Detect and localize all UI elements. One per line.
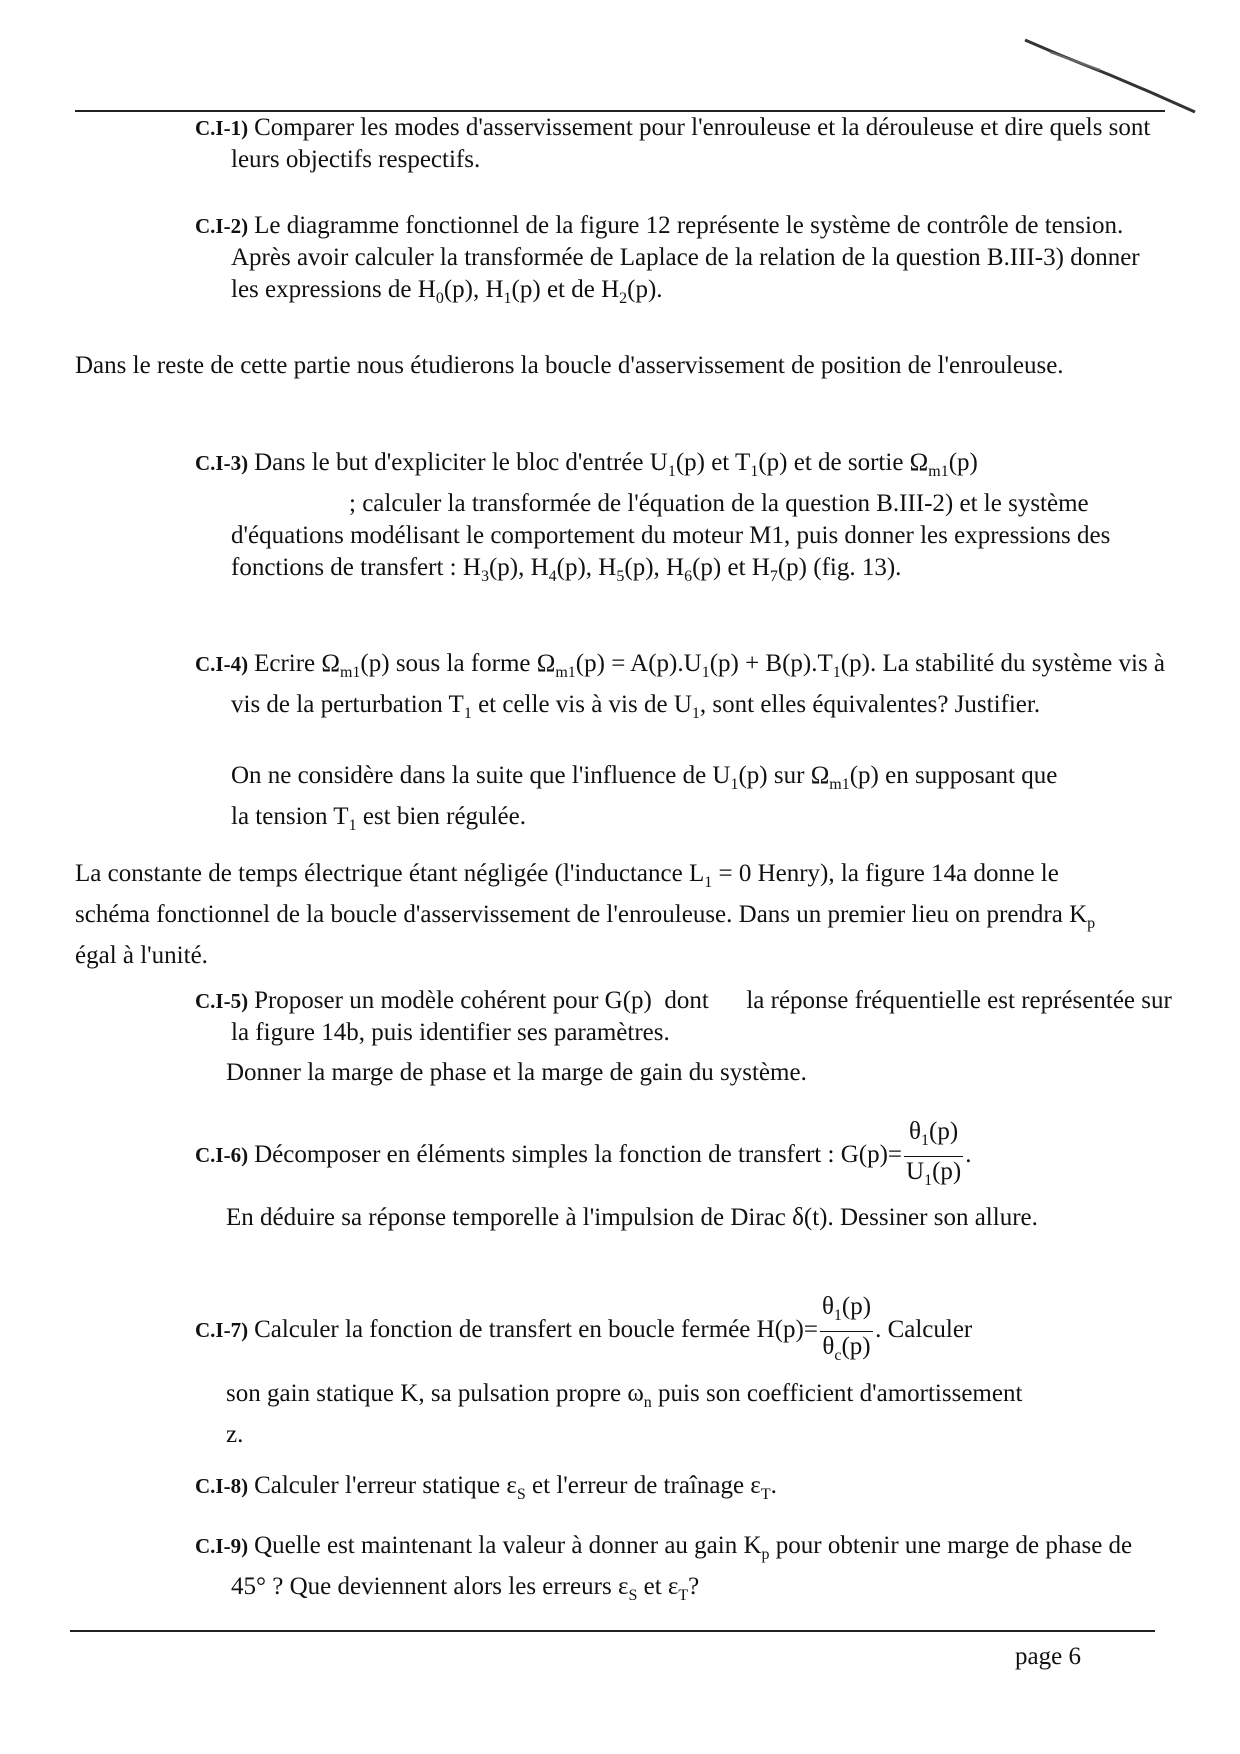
- subscript: 1: [921, 1132, 930, 1149]
- text-span: (p) sur Ω: [738, 762, 830, 789]
- subscript: m1: [829, 776, 850, 793]
- text-span: (p), H: [556, 554, 617, 581]
- text-span: θ: [821, 1293, 834, 1320]
- text-span: (p) en supposant que la tension T: [231, 762, 1058, 830]
- text-span: et celle vis à vis de U: [471, 691, 692, 718]
- subscript: m1: [339, 664, 361, 681]
- page-number: page 6: [1015, 1643, 1081, 1670]
- text-span: (p).: [627, 276, 663, 303]
- intro-paragraph-1: Dans le reste de cette partie nous étudierons la boucle d'asservissement de position de l'enrouleuse.: [75, 352, 1064, 379]
- question-ci7-note: [226, 1378, 1026, 1451]
- question-text: Le diagramme fonctionnel de la figure 12 représente le système de contrôle de tension. Après avoir calculer la transformée de Laplace de la relation de la question B.III-3) donner les expressions de H: [231, 212, 1140, 303]
- subscript: p: [761, 1546, 770, 1563]
- question-ci5: [195, 985, 1181, 1049]
- text-span: (p). La stabilité du système vis à vis de la perturbation T: [231, 650, 1166, 718]
- fraction-numerator: [904, 1117, 963, 1157]
- question-ci9: [195, 1530, 1151, 1612]
- text-span: égal à l'unité.: [75, 942, 208, 969]
- text-span: (p) = A(p).U: [575, 650, 702, 677]
- text-span: La constante de temps électrique étant négligée (l'inductance L: [75, 860, 705, 887]
- text-span: Calculer la fonction de transfert en boucle fermée: [254, 1316, 757, 1344]
- subscript: T: [760, 1486, 771, 1503]
- question-text: Comparer les modes d'asservissement pour l'enrouleuse et la dérouleuse et dire quels sont leurs objectifs respectifs.: [231, 114, 1151, 173]
- text-span: est bien régulée.: [356, 803, 526, 830]
- question-label: C.I-9): [195, 1534, 249, 1558]
- subscript: 1: [503, 290, 512, 307]
- text-span: On ne considère dans la suite que l'influence de U: [231, 762, 731, 789]
- subscript: 1: [667, 463, 676, 480]
- question-label: C.I-8): [195, 1474, 249, 1498]
- text-span: . Calculer: [875, 1316, 973, 1344]
- question-label: C.I-5): [195, 989, 249, 1013]
- text-span: (p): [841, 1333, 871, 1360]
- corner-stroke-mark: [1020, 30, 1200, 120]
- text-span: θ: [822, 1333, 835, 1360]
- text-span: pour obtenir une marge de phase de 45° ? Que deviennent alors les erreurs ε: [231, 1532, 1133, 1600]
- text-span: (p), H: [624, 554, 685, 581]
- subscript: S: [516, 1486, 526, 1503]
- subscript: m1: [555, 664, 576, 681]
- subscript: 1: [691, 705, 700, 722]
- subscript: n: [643, 1394, 652, 1411]
- text-span: Dans le but d'expliciter le bloc d'entrée U: [254, 449, 668, 476]
- subscript: c: [834, 1347, 842, 1364]
- subscript: 7: [769, 568, 778, 585]
- fraction-denominator: [904, 1157, 963, 1196]
- fraction-numerator: [820, 1292, 873, 1332]
- subscript: 1: [832, 664, 841, 681]
- subscript: 2: [619, 290, 628, 307]
- text-span: θ: [909, 1118, 922, 1145]
- question-text: Proposer un modèle cohérent pour G(p) dont la réponse fréquentielle est représentée sur la figure 14b, puis identifier ses paramètres.: [231, 987, 1179, 1046]
- subscript: S: [628, 1587, 638, 1604]
- text-span: (p) et T: [675, 449, 751, 476]
- text-span: Calculer l'erreur statique ε: [254, 1472, 517, 1499]
- text-span: (p): [948, 449, 978, 476]
- text-span: (p): [932, 1158, 962, 1185]
- text-span: .: [770, 1472, 777, 1499]
- bottom-rule: [70, 1630, 1155, 1632]
- question-ci6: [195, 1117, 1175, 1196]
- subscript: 1: [463, 705, 472, 722]
- text-span: puis son coefficient d'amortissement z.: [226, 1380, 1023, 1448]
- question-label: C.I-3): [195, 451, 249, 475]
- question-ci4-note: [231, 760, 1081, 842]
- question-label: C.I-6): [195, 1143, 249, 1168]
- text-span: .: [965, 1141, 972, 1169]
- subscript: 1: [701, 664, 710, 681]
- text-span: H(p)=: [756, 1316, 818, 1344]
- text-span: U: [906, 1158, 925, 1185]
- subscript: 3: [480, 568, 489, 585]
- question-label: C.I-1): [195, 116, 249, 140]
- question-ci2: [195, 210, 1166, 315]
- question-ci1: [195, 112, 1191, 176]
- text-span: , sont elles équivalentes? Justifier.: [699, 691, 1041, 718]
- text-span: (p) sous la forme Ω: [360, 650, 556, 677]
- subscript: 1: [730, 776, 739, 793]
- question-label: C.I-4): [195, 652, 249, 676]
- text-span: son gain statique K, sa pulsation propre ω: [226, 1380, 644, 1407]
- question-ci4: [195, 648, 1191, 730]
- subscript: 1: [348, 817, 357, 834]
- text-span: ; calculer la transformée de l'équation de la question B.III-2) et le système d'équations modélisant le comportement du moteur M1, puis donner les expressions des fonctions de transfert : H: [231, 490, 1111, 581]
- transfer-fraction-g: [904, 1117, 963, 1196]
- text-span: Décomposer en éléments simples la fonction de transfert :: [254, 1141, 841, 1169]
- text-span: Quelle est maintenant la valeur à donner au gain K: [254, 1532, 762, 1559]
- intro-paragraph-2: [75, 858, 1135, 972]
- text-span: et l'erreur de traînage ε: [525, 1472, 761, 1499]
- text-span: (p): [929, 1118, 959, 1145]
- text-span: (p) et de H: [511, 276, 620, 303]
- question-ci7: [195, 1292, 1175, 1371]
- text-span: (p) + B(p).T: [709, 650, 833, 677]
- text-span: G(p)=: [840, 1141, 903, 1169]
- subscript: T: [678, 1587, 689, 1604]
- text-span: ?: [688, 1573, 700, 1600]
- text-span: (p), H: [443, 276, 504, 303]
- text-span: (p) (fig. 13).: [777, 554, 902, 581]
- text-span: Ecrire Ω: [254, 650, 340, 677]
- subscript: 1: [750, 463, 759, 480]
- text-span: (p), H: [488, 554, 549, 581]
- transfer-fraction-h: [820, 1292, 873, 1371]
- text-span: et ε: [637, 1573, 679, 1600]
- question-continuation: [195, 488, 1150, 593]
- subscript: m1: [928, 463, 949, 480]
- text-span: = 0 Henry), la figure 14a donne le schéma fonctionnel de la boucle d'asservissement de l'enrouleuse. Dans un premier lieu on prendra K: [75, 860, 1088, 928]
- question-ci6-note: En déduire sa réponse temporelle à l'impulsion de Dirac δ(t). Dessiner son allure.: [226, 1204, 1038, 1231]
- question-ci8: [195, 1470, 1155, 1511]
- subscript: 6: [684, 568, 693, 585]
- subscript: p: [1087, 915, 1096, 932]
- subscript: 5: [616, 568, 625, 585]
- fraction-denominator: [820, 1332, 873, 1371]
- subscript: 1: [704, 874, 713, 891]
- question-label: C.I-2): [195, 214, 249, 238]
- text-span: (p) et de sortie Ω: [758, 449, 929, 476]
- subscript: 1: [924, 1172, 933, 1189]
- subscript: 0: [435, 290, 444, 307]
- subscript: 1: [833, 1307, 842, 1324]
- question-line: [195, 447, 1150, 488]
- question-ci3: [195, 447, 1150, 593]
- subscript: 4: [548, 568, 557, 585]
- text-span: (p): [841, 1293, 872, 1320]
- question-label: C.I-7): [195, 1318, 249, 1343]
- text-span: (p) et H: [692, 554, 770, 581]
- question-ci5-note: Donner la marge de phase et la marge de gain du système.: [226, 1059, 807, 1086]
